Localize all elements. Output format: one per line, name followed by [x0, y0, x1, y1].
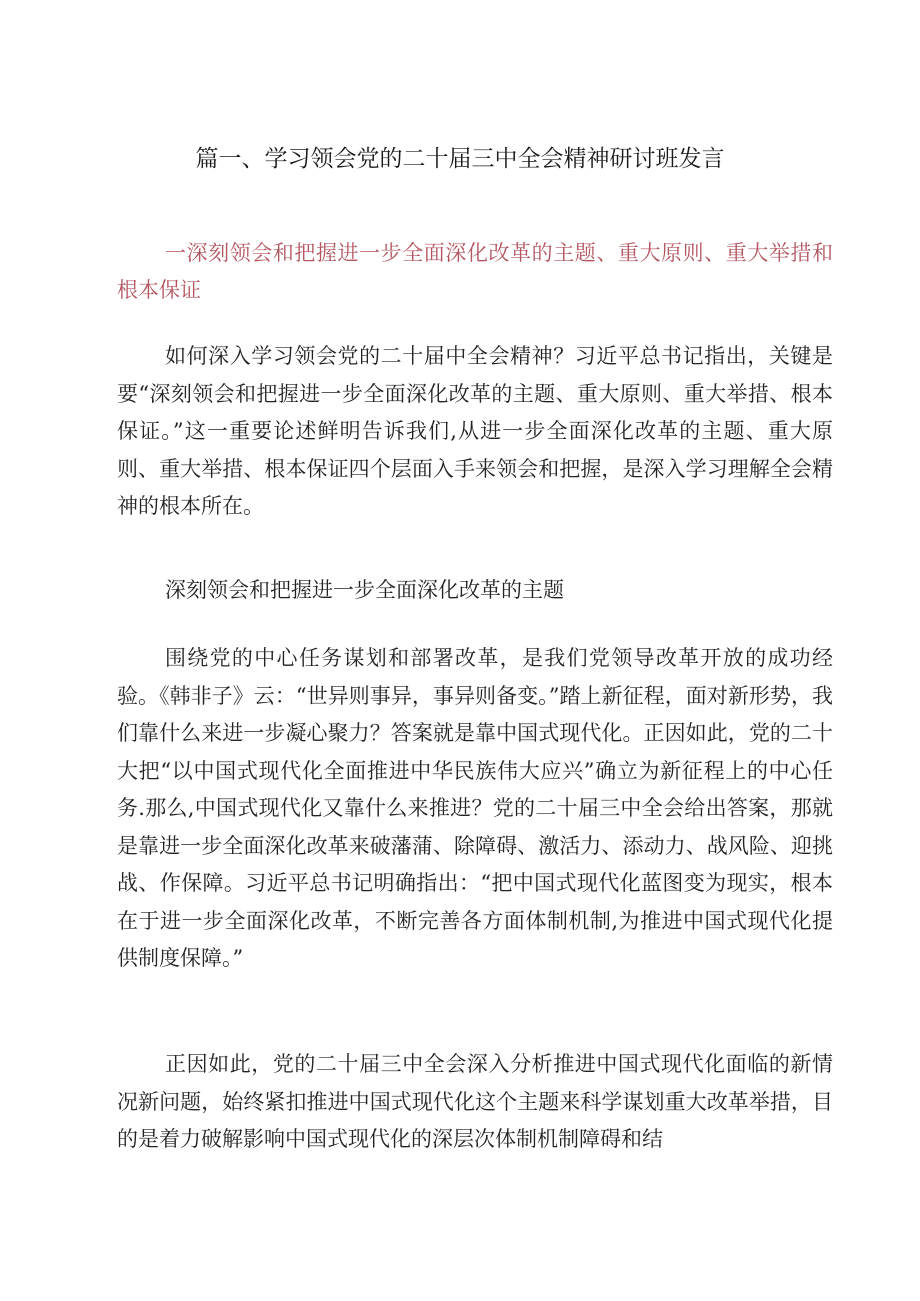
subheading-theme: 深刻领会和把握进一步全面深化改革的主题: [165, 578, 564, 602]
paragraph-plenum-analysis: 正因如此，党的二十届三中全会深入分析推进中国式现代化面临的新情况新问题，始终紧扣推进中国式现代化这个主题来科学谋划重大改革举措，目的是着力破解影响中国式现代化的深层次体制机制障碍和结: [117, 1052, 833, 1151]
paragraph-intro: 如何深入学习领会党的二十届中全会精神？习近平总书记指出，关键是要“深刻领会和把握进一步全面深化改革的主题、重大原则、重大举措、根本保证。”这一重要论述鲜明告诉我们,从进一步全面深化改革的主题、重大原则、重大举措、根本保证四个层面入手来领会和把握，是深入学习理解全会精神的根本所在。: [117, 344, 833, 518]
document-title: 篇一、学习领会党的二十届三中全会精神研讨班发言: [195, 146, 725, 172]
paragraph-reform-experience: 围绕党的中心任务谋划和部署改革，是我们党领导改革开放的成功经验。《韩非子》云：“世异则事异，事异则备变。”踏上新征程，面对新形势，我们靠什么来进一步凝心聚力？答案就是靠中国式现代化。正因如此，党的二十大把“以中国式现代化全面推进中华民族伟大应兴”确立为新征程上的中心任务.那么,中国式现代化又靠什么来推进？党的二十届三中全会给出答案，那就是靠进一步全面深化改革来破藩蒲、除障碍、激活力、添动力、战风险、迎挑战、作保障。习近平总书记明确指出：“把中国式现代化蓝图变为现实，根本在于进一步全面深化改革，不断完善各方面体制机制,为推进中国式现代化提供制度保障。”: [117, 646, 833, 970]
section-heading: 一深刻领会和把握进一步全面深化改革的主题、重大原则、重大举措和根本保证: [117, 241, 833, 302]
